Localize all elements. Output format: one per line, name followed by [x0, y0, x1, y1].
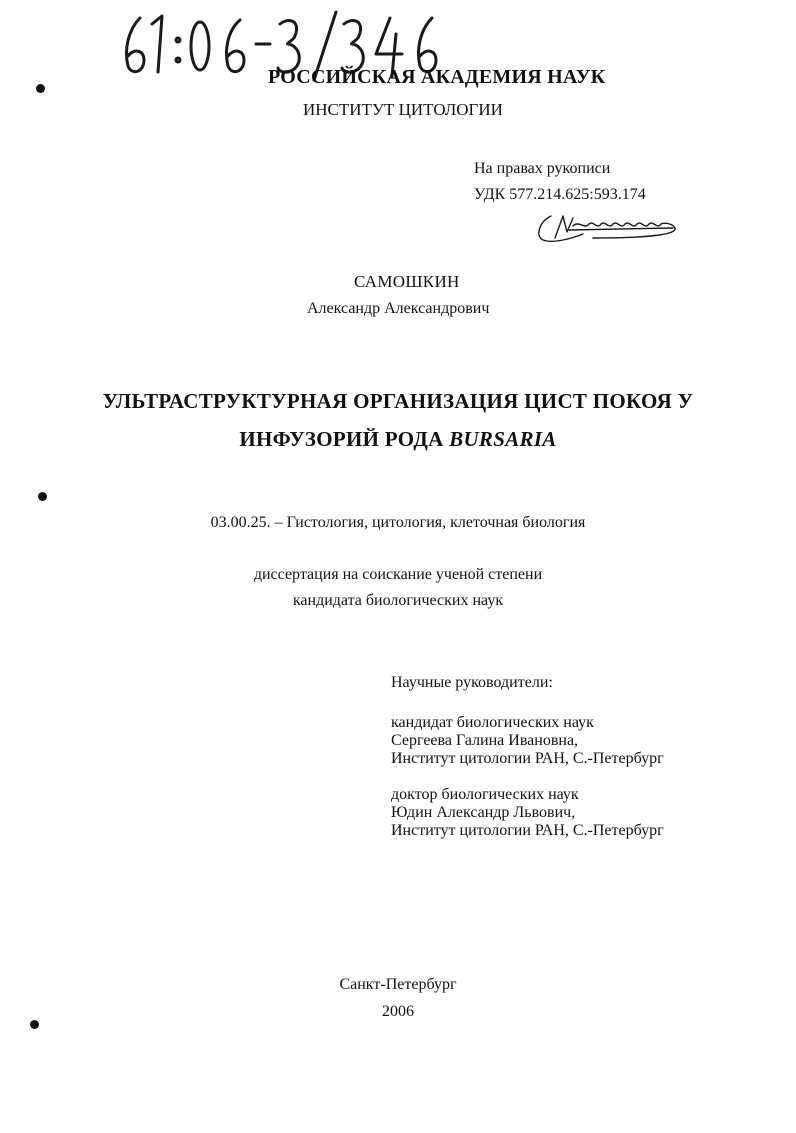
author-surname: САМОШКИН: [354, 272, 460, 291]
title-genus: BURSARIA: [449, 427, 557, 451]
place-and-year: [0, 971, 796, 1025]
supervisor-affiliation: Институт цитологии РАН, С.-Петербург: [391, 750, 664, 767]
title-line-2: [0, 420, 796, 458]
supervisor-affiliation: Институт цитологии РАН, С.-Петербург: [391, 822, 664, 839]
supervisor-2: [391, 786, 664, 840]
institute-name: ИНСТИТУТ ЦИТОЛОГИИ: [303, 100, 503, 119]
title-line-2-prefix: ИНФУЗОРИЙ РОДА: [239, 427, 450, 451]
city: Санкт-Петербург: [339, 976, 457, 993]
supervisor-title: доктор биологических наук: [391, 786, 579, 803]
dissertation-title: [0, 382, 796, 458]
degree-statement: [0, 562, 796, 614]
specialty-code: 03.00.25. – Гистология, цитология, клеточная биология: [210, 514, 586, 531]
supervisor-1: [391, 714, 664, 768]
supervisor-title: кандидат биологических наук: [391, 714, 594, 731]
supervisor-name: Сергеева Галина Ивановна,: [391, 732, 579, 749]
supervisors-block: [391, 674, 664, 858]
author-signature: [533, 208, 681, 248]
title-line-1: УЛЬТРАСТРУКТУРНАЯ ОРГАНИЗАЦИЯ ЦИСТ ПОКОЯ У: [102, 389, 694, 413]
scan-mark: [36, 84, 45, 93]
author-given-names: Александр Александрович: [307, 300, 490, 317]
manuscript-rights-label: На правах рукописи: [474, 160, 611, 177]
scan-mark: [30, 1020, 39, 1029]
year: 2006: [382, 1003, 414, 1020]
scan-mark: [38, 492, 47, 501]
degree-line-2: кандидата биологических наук: [292, 592, 504, 609]
udk-code: УДК 577.214.625:593.174: [474, 186, 646, 203]
supervisors-heading: Научные руководители:: [391, 674, 553, 691]
degree-line-1: диссертация на соискание ученой степени: [253, 566, 543, 583]
organization-name: РОССИЙСКАЯ АКАДЕМИЯ НАУК: [268, 66, 606, 88]
supervisor-name: Юдин Александр Львович,: [391, 804, 576, 821]
